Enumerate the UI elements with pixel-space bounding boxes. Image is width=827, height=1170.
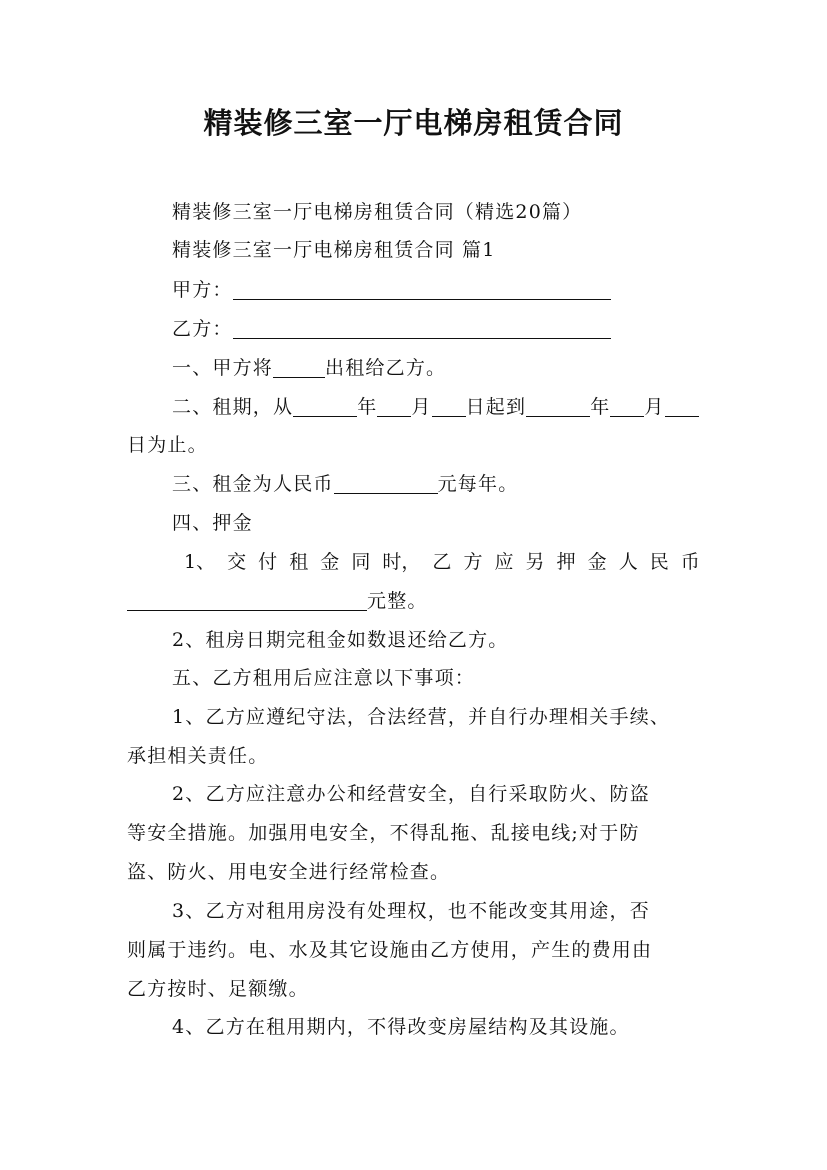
blank (377, 396, 411, 417)
section-heading: 精装修三室一厅电梯房租赁合同 篇1 (172, 239, 496, 261)
party-b-blank (233, 318, 611, 339)
blank (293, 396, 357, 417)
clause-5-2-line-1: 2、乙方应注意办公和经营安全，自行采取防火、防盗 (172, 783, 650, 805)
clause-4: 四、押金 (172, 512, 253, 534)
party-a-line (172, 276, 611, 304)
clause-4-2: 2、租房日期完租金如数退还给乙方。 (172, 629, 509, 651)
char: 乙 (432, 551, 452, 573)
clause-4-1-line (184, 548, 700, 576)
char: 交 (227, 551, 247, 573)
document-title: 精装修三室一厅电梯房租赁合同 (203, 106, 624, 140)
clause-5-3-line-2: 则属于违约。电、水及其它设施由乙方使用，产生的费用由 (127, 939, 653, 961)
clause-2-end: 日为止。 (127, 434, 208, 456)
blank (665, 396, 699, 417)
clause-3-blank (334, 473, 438, 494)
char: 应 (494, 551, 514, 573)
clause-1-text-end: 出租给乙方。 (325, 357, 447, 379)
clause-3-text: 三、租金为人民币 (172, 473, 334, 495)
clause-1-text: 一、甲方将 (172, 357, 274, 379)
blank (432, 396, 466, 417)
party-b-line (172, 315, 611, 343)
char: 押 (556, 551, 576, 573)
blank (526, 396, 590, 417)
char: 民 (649, 551, 669, 573)
char: 1、 (184, 551, 216, 573)
clause-5-1-line-1: 1、乙方应遵纪守法，合法经营，并自行办理相关手续、 (172, 706, 671, 728)
clause-1 (172, 354, 446, 382)
clause-4-1-end-text: 元整。 (367, 590, 428, 612)
year-label: 年 (590, 396, 611, 418)
char: 同 (351, 551, 371, 573)
clause-5-3-line-3: 乙方按时、足额缴。 (127, 978, 309, 1000)
month-label: 月 (644, 396, 665, 418)
clause-2-text: 二、租期，从 (172, 396, 294, 418)
char: 币 (680, 551, 700, 573)
clause-2-from: 日起到 (465, 396, 527, 418)
party-a-label: 甲方： (172, 279, 233, 301)
clause-5-2-line-2: 等安全措施。加强用电安全，不得乱拖、乱接电线;对于防 (127, 822, 640, 844)
clause-3-text-end: 元每年。 (437, 473, 519, 495)
char: 另 (525, 551, 545, 573)
deposit-blank (127, 590, 367, 611)
blank (610, 396, 644, 417)
clause-4-1-end (127, 587, 428, 615)
clause-5-1-line-2: 承担相关责任。 (127, 745, 269, 767)
char: 方 (463, 551, 483, 573)
clause-2 (172, 393, 699, 421)
clause-5-2-line-3: 盗、防火、用电安全进行经常检查。 (127, 861, 451, 883)
party-a-blank (233, 279, 611, 300)
char: 金 (320, 551, 340, 573)
char: 租 (289, 551, 309, 573)
char: 时， (382, 551, 421, 573)
clause-5-4: 4、乙方在租用期内，不得改变房屋结构及其设施。 (172, 1016, 630, 1038)
year-label: 年 (357, 396, 378, 418)
char: 付 (258, 551, 278, 573)
clause-3 (172, 470, 518, 498)
party-b-label: 乙方： (172, 318, 233, 340)
month-label: 月 (411, 396, 432, 418)
clause-5-3-line-1: 3、乙方对租用房没有处理权，也不能改变其用途，否 (172, 900, 650, 922)
char: 人 (618, 551, 638, 573)
subtitle: 精装修三室一厅电梯房租赁合同（精选20篇） (172, 201, 583, 223)
char: 金 (587, 551, 607, 573)
clause-5: 五、乙方租用后应注意以下事项： (172, 667, 476, 689)
clause-1-blank (273, 357, 325, 378)
